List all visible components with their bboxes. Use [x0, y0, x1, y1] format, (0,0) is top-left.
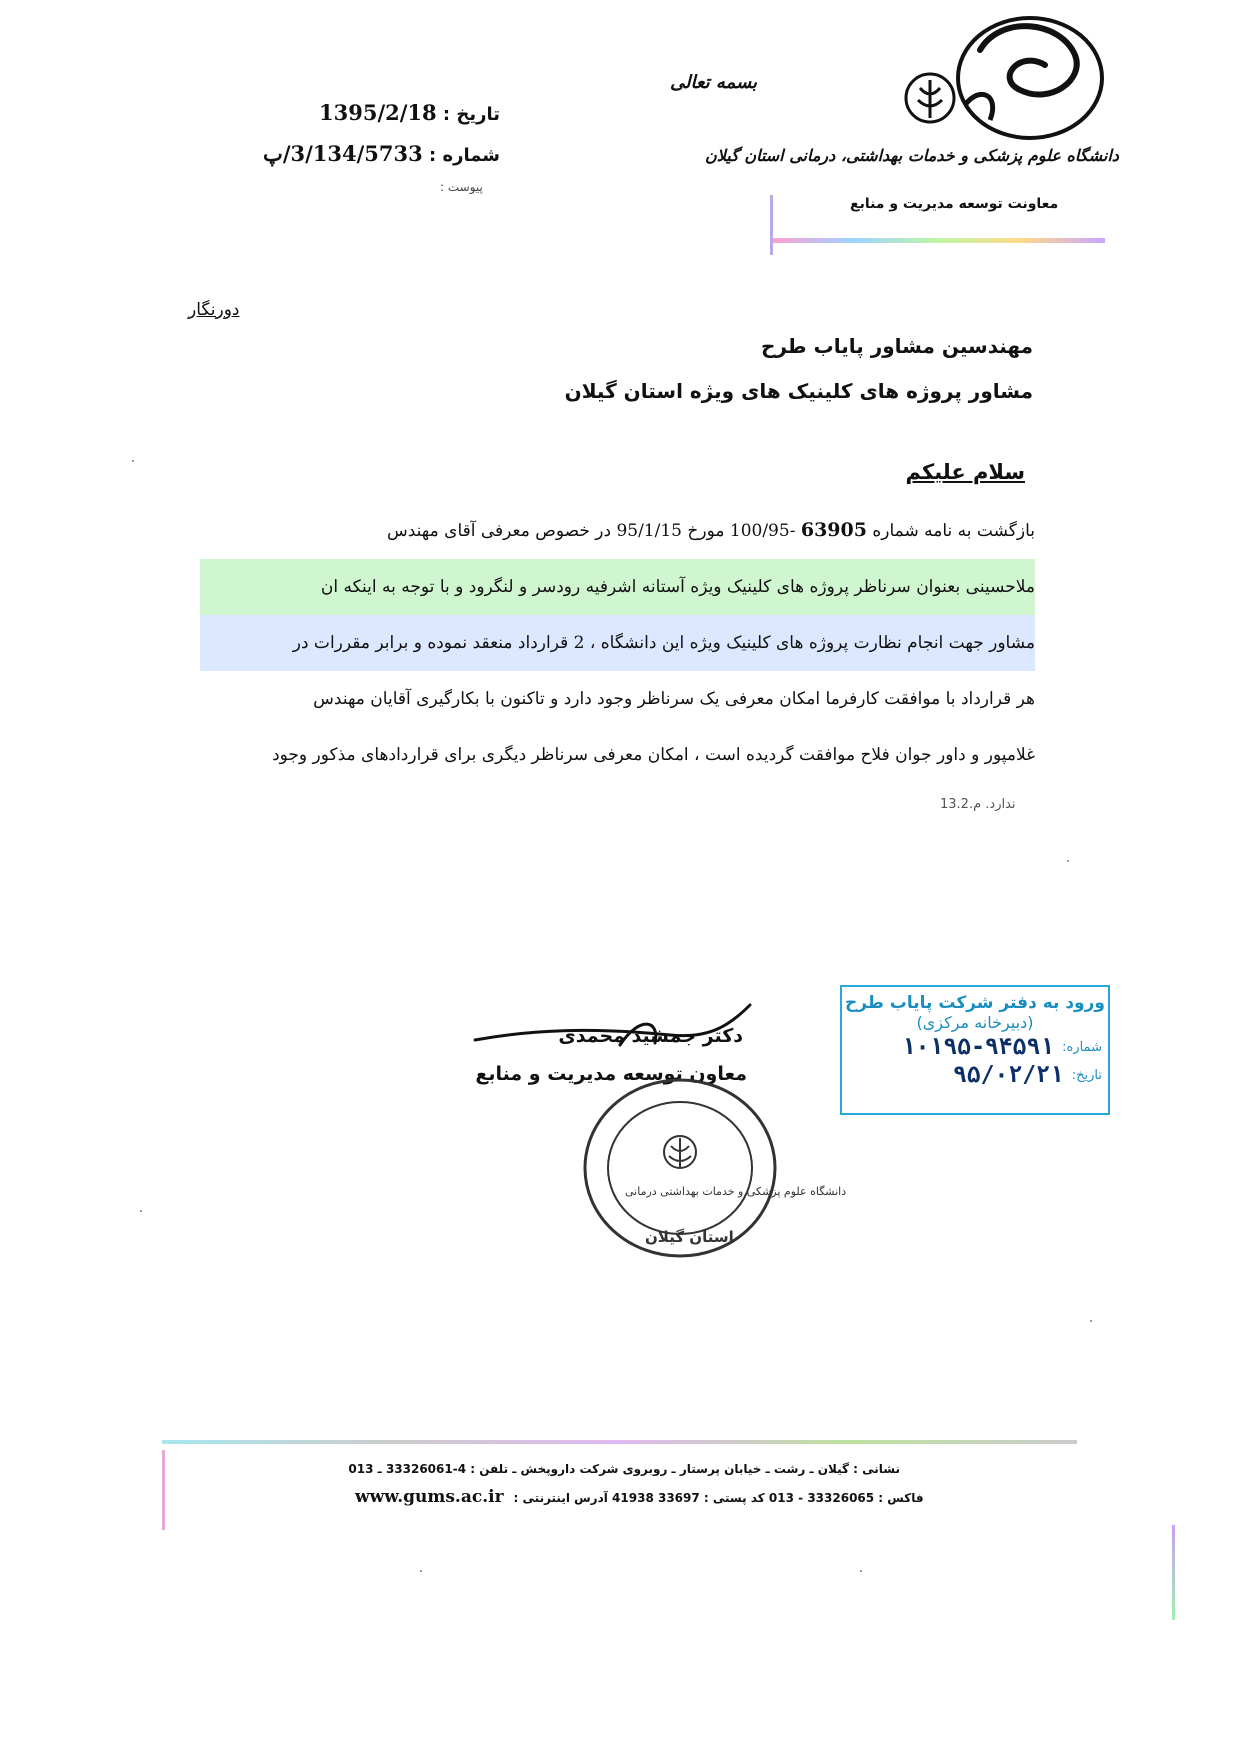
date-value: 1395/2/18 [319, 100, 437, 125]
body-line-1: بازگشت به نامه شماره 63905 -100/95 مورخ 95/1/15 در خصوص معرفی آقای مهندس [386, 519, 1035, 541]
stamp-number-label: شماره: [1062, 1039, 1102, 1055]
receipt-stamp [840, 985, 1110, 1115]
footer-website[interactable]: www.gums.ac.ir [355, 1487, 504, 1507]
body-line-3: مشاور جهت انجام نظارت پروژه های کلینیک ویژه این دانشگاه ، 2 قرارداد منعقد نموده و برابر مقررات در [200, 615, 1035, 671]
fax-tag: دورنگار [188, 300, 240, 320]
body-line-4: هر قرارداد با موافقت کارفرما امکان معرفی یک سرناظر وجود دارد و تاکنون با بکارگیری آقایان مهندس [313, 689, 1035, 709]
footer-fax: فاکس : 33326065 - 013 کد پستی : 33697 41938 آدرس اینترنتی : [513, 1491, 924, 1505]
university-name: دانشگاه علوم پزشکی و خدمات بهداشتی، درمانی استان گیلان [705, 146, 1119, 165]
number-value: 3/134/5733/پ [263, 141, 423, 166]
body-paragraph [200, 502, 1035, 783]
recipient-line-1: مهندسین مشاور پایاب طرح [760, 334, 1033, 358]
body-line-2: ملاحسینی بعنوان سرناظر پروژه های کلینیک ویژه آستانه اشرفیه رودسر و لنگرود و با توجه به اینکه ان [200, 559, 1035, 615]
stamp-subtitle: (دبیرخانه مرکزی) [916, 1013, 1034, 1032]
attachment-label: پیوست : [440, 180, 483, 194]
reference-number: 63905 [800, 519, 867, 541]
footer-edge-mark [162, 1450, 165, 1530]
signer-name: دکتر جمشید محمدی [558, 1025, 743, 1047]
department-name: معاونت توسعه مدیریت و منابع [850, 196, 1059, 212]
footer-rule [162, 1440, 1077, 1444]
seal-text-bottom: استان گیلان [645, 1228, 734, 1246]
signer-title: معاون توسعه مدیریت و منابع [475, 1063, 747, 1085]
stamp-date-row [842, 1062, 1108, 1088]
seal-text-top: دانشگاه علوم پزشکی و خدمات بهداشتی درمانی [625, 1185, 847, 1198]
number-label: شماره : [429, 145, 500, 166]
header-rule-vertical [770, 195, 773, 255]
university-logo [870, 10, 1110, 160]
recipient-line-2: مشاور پروژه های کلینیک های ویژه استان گیلان [564, 379, 1033, 403]
emblem-script: بسمه تعالی [670, 72, 758, 93]
header-rule [770, 238, 1105, 243]
number-row [263, 141, 500, 166]
stamp-title: ورود به دفتر شرکت پایاب طرح [845, 993, 1105, 1013]
right-edge-mark [1172, 1525, 1175, 1620]
greeting: سلام علیکم [905, 460, 1025, 484]
date-label: تاریخ : [442, 104, 500, 125]
date-row [320, 100, 500, 125]
footer-contact-row [355, 1487, 924, 1507]
body-line-6: ندارد. م.13.2 [940, 797, 1016, 812]
stamp-number-value: ۱۰۱۹۵-۹۴۵۹۱ [901, 1034, 1055, 1060]
stamp-date-value: ۹۵/۰۲/۲۱ [952, 1062, 1064, 1088]
footer-address: نشانی : گیلان ـ رشت ـ خیابان پرستار ـ روبروی شرکت داروپخش ـ تلفن : 4-33326061 ـ 013 [348, 1462, 900, 1476]
body-line-5: غلامپور و داور جوان فلاح موافقت گردیده است ، امکان معرفی سرناظر دیگری برای قراردادهای مذکور وجود [272, 745, 1035, 765]
stamp-date-label: تاریخ: [1071, 1067, 1102, 1083]
stamp-number-row [842, 1034, 1108, 1060]
